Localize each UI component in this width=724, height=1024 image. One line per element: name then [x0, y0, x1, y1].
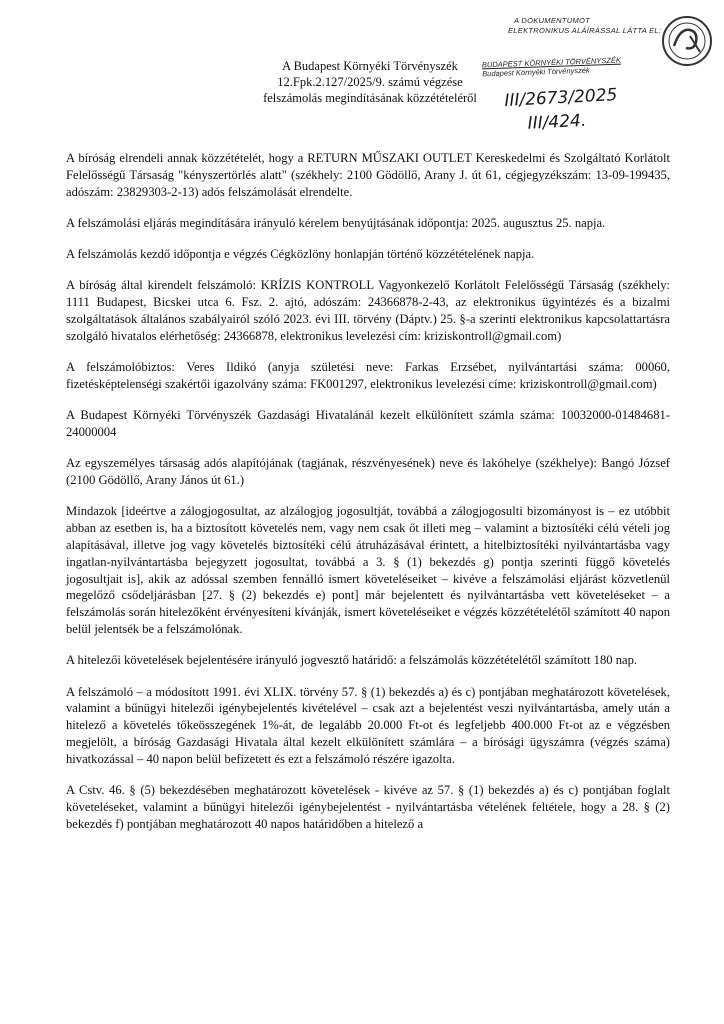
paragraph-conditions: A Cstv. 46. § (5) bekezdésében meghatározott követelések - kivéve az 57. § (1) bekezdés a) és c) pontjában foglalt követeléseket, valamint a bűnügyi hitelezői igénybejelentést - nyilvántartásba vételének feltétele, hogy a 28. § (2) bekezdés f) pontjában meghatározott 40 napos határidőben a hitelező a	[66, 783, 670, 831]
header-subject: felszámolás megindításának közzétételéről	[263, 91, 477, 105]
header-court: A Budapest Környéki Törvényszék	[282, 59, 458, 73]
stamp-line-1: A DOKUMENTUMOT	[514, 16, 591, 25]
paragraph-account: A Budapest Környéki Törvényszék Gazdasági Hivatalánál kezelt elkülönített számla száma: 10032000-01484681-24000004	[66, 408, 670, 440]
paragraph-deadline: A hitelezői követelések bejelentésére irányuló jogvesztő határidő: a felszámolás közzétételétől számított 180 nap.	[66, 653, 638, 668]
document-body	[66, 150, 670, 847]
paragraph-request-date: A felszámolási eljárás megindítására irányuló kérelem benyújtásának időpontja: 2025. augusztus 25. napja.	[66, 215, 606, 230]
paragraph-order: A bíróság elrendeli annak közzétételét, hogy a RETURN MŰSZAKI OUTLET Kereskedelmi és Szolgáltató Korlátolt Felelősségű Társaság "kényszertörlés alatt" (székhely: 2100 Gödöllő, Arany J. út 61, cégjegyzékszám: 13-09-199435, adószám: 23829303-2-13) adós felszámolását elrendelte.	[66, 151, 670, 199]
court-seal-icon	[660, 14, 714, 68]
paragraph-commissioner: A felszámolóbiztos: Veres Ildikó (anyja születési neve: Farkas Erzsébet, nyilvántartási száma: 00060, fizetésképtelenségi szakértői igazolvány száma: FK001297, elektronikus levelezési címe: kriziskontroll@gmail.com)	[66, 360, 670, 391]
court-stamp-line-2: Budapest Környéki Törvényszék	[482, 65, 590, 79]
handwritten-line-2: III/424.	[527, 110, 587, 134]
paragraph-creditors: Mindazok [ideértve a zálogjogosultat, az alzálogjog jogosultját, továbbá a zálogjogosulti bizományost is – ez utóbbit abban az esetben is, ha a biztosított követelés nem, vagy nem csak őt illeti meg – valamint a biztosítéki célú vételi jog alapításával, illetve jog vagy követelés biztosítéki célú átruházásával érintett, a hitelbiztosítéki nyilvántartásba vagy ingatlan-nyilvántartásba bejegyzett jogosultat, továbbá a 3. § (1) bekezdés g) pontja szerinti függő követelés jogosultjait is], akik az adóssal szemben fennálló ismert követeléseiket – kivéve a felszámolási eljárást közvetlenül megelőző csődeljárásban [27. § (2) bekezdés e) pont] már bejelentett és nyilvántartásba vett követeléseket – a felszámolás során hitelezőként érvényesíteni kívánják, ismert követeléseiket e végzés közzétételétől számított 40 napon belül jelentsék be a felszámolónak.	[66, 504, 670, 637]
handwritten-line-1: III/2673/2025	[503, 85, 618, 111]
paragraph-start-date: A felszámolás kezdő időpontja e végzés Cégközlöny honlapján történő közzétételének napja.	[66, 247, 535, 262]
paragraph-liquidator: A bíróság által kirendelt felszámoló: KRÍZIS KONTROLL Vagyonkezelő Korlátolt Felelősségű Társaság (székhely: 1111 Budapest, Bicskei utca 6. Fsz. 2. ajtó, adószám: 24366878-2-43, az elektronikus ügyintézés és a bizalmi szolgáltatások általános szabályairól szóló 2023. évi III. törvény (Dáptv.) 25. §-a szerinti elektronikus kapcsolattartásra szolgáló hivatalos elérhetőség: 24366878, elektronikus levelezési cím: kriziskontroll@gmail.com)	[66, 278, 670, 343]
court-stamp-line-1: BUDAPEST KÖRNYÉKI TÖRVÉNYSZÉK	[481, 55, 622, 70]
header-case-number: 12.Fpk.2.127/2025/9. számú végzése	[277, 75, 463, 89]
document-header	[240, 58, 500, 106]
court-stamp	[482, 56, 622, 79]
paragraph-fee: A felszámoló – a módosított 1991. évi XLIX. törvény 57. § (1) bekezdés a) és c) pontjában meghatározott követelések, valamint a bűnügyi hitelezői igénybejelentés kivételével – csak azt a bejelentést veszi nyilvántartásba, amely után a hitelező a követelés tőkeösszegének 1%-át, de legalább 20.000 Ft-ot és legfeljebb 400.000 Ft-ot az e végzésben megjelölt, a bíróság Gazdasági Hivatala által kezelt elkülönített számlára – a bírósági ügyszámra (végzés száma) hivatkozással – 40 napon belül befizetett és ezt a felszámoló részére igazolta.	[66, 684, 670, 766]
signature-stamp	[508, 16, 661, 36]
stamp-line-2: ELEKTRONIKUS ALÁÍRÁSSAL LÁTTA EL:	[508, 26, 662, 35]
handwritten-reference	[504, 83, 619, 137]
paragraph-founder: Az egyszemélyes társaság adós alapítójának (tagjának, részvényesének) neve és lakóhelye (székhelye): Bangó József (2100 Gödöllő, Arany János út 61.)	[66, 456, 670, 488]
